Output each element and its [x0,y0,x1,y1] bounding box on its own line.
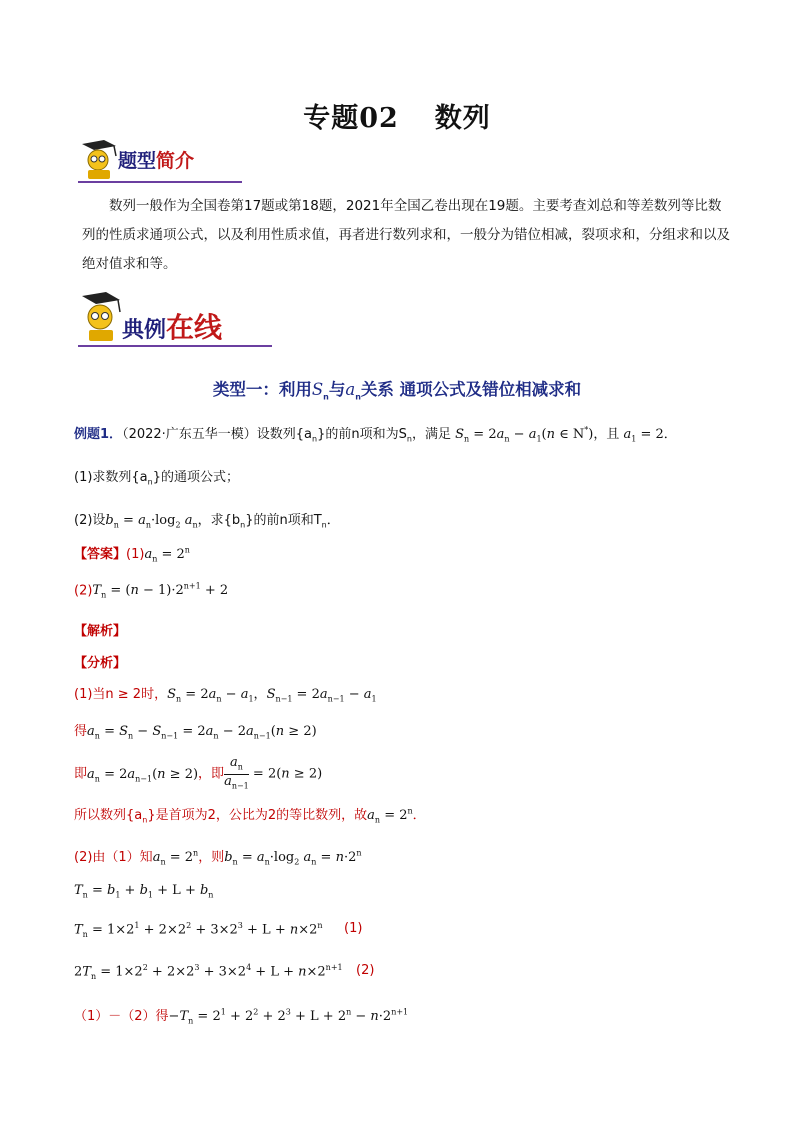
answer-line-1: 【答案】$(1)a_n = 2^n$ [74,545,190,564]
banner-example-part1: 典例 [122,317,167,343]
banner-intro-part1: 题型 [118,150,157,172]
banner-intro-label [118,146,194,173]
fenxi-label: 【分析】 [74,656,127,671]
type-heading-mid: 与 [328,380,346,399]
section-banner-example [74,292,274,348]
solution-step-1: (1)当n ≥ 2时，$S_n = 2a_n - a_1$，$S_{n-1} = 2a_{n-1} - a_1$ [74,687,377,704]
question-1: (1)求数列$\{a_n\}$的通项公式； [74,470,240,487]
section-banner-intro [74,140,244,184]
solution-step-5-text2: ，则 [198,850,225,865]
solution-step-2: 得$a_n = S_n - S_{n-1} = 2a_n - 2a_{n-1}(n \ge 2)$ [74,724,317,741]
example-stem-text1: 设数列{a [256,427,313,442]
solution-step-3-text: 即 [74,766,88,782]
banner-intro-part2: 简介 [156,150,195,172]
type-heading-s-sub: n [323,392,329,402]
question-2: (2)设$b_n = a_n\cdot\log_2$ $a_n$，求$\{b_n\}$的前n项和$T_n$． [74,513,340,530]
banner-example-part2: 在线 [166,311,223,344]
banner-example-label [122,306,222,346]
example-stem-text2: }的前n项和为S [317,427,407,442]
answer-1-prefix: (1) [126,547,145,562]
page-title [0,96,794,135]
question-1-text: (1)求数列{a [74,470,148,485]
type-heading-mid2: 关系 [360,380,394,399]
solution-step-9: （1）－（2）得$-T_n = 2^1 + 2^2 + 2^3 + L + 2^n - n\cdot 2^{n+1}$ [74,1007,409,1026]
question-2-text2: ，求{b [197,513,241,528]
solution-step-5: (2)由（1）知$a_n = 2^n$，则$b_n = a_n\cdot\log_2$ $a_n = n\cdot 2^n$ [74,848,362,867]
solution-step-5-text: (2)由（1）知 [74,850,153,865]
answer-2-prefix: (2) [74,583,93,599]
solution-step-9-text: （1）－（2）得 [74,1009,169,1024]
example-label: 例题1 [74,427,110,442]
intro-paragraph: 数列一般作为全国卷第17题或第18题，2021年全国乙卷出现在19题。主要考查刘总和等差数列等比数列的性质求通项公式，以及利用性质求值，再者进行数列求和，一般分为错位相减，裂项求和，分组求和以及绝对值求和等。 [82,198,730,272]
solution-step-3-text2: ，即 [198,766,225,782]
solution-step-4-text: 所以数列{a [74,808,143,823]
equation-tag-2: (2) [356,963,375,978]
title-subject: 数列 [434,103,491,134]
type-heading-prefix: 类型一：利用 [212,380,312,399]
type-heading-a: a [345,380,356,399]
example-source: （2022·广东五华一模） [122,427,257,442]
solution-step-6: $T_n = b_1 + b_1 + L + b_n$ [74,883,214,900]
solution-step-4-text2: }是首项为2，公比为2的等比数列，故 [147,808,368,823]
type-heading-s: S [311,380,324,399]
answer-line-2: $(2)T_n = (n - 1)\cdot 2^{n+1} + 2$ [74,582,229,600]
question-1-text2: }的通项公式； [152,470,240,485]
type-heading-suffix: 通项公式及错位相减求和 [399,380,582,399]
solution-step-2-text: 得 [74,724,88,739]
question-2-text: (2)设 [74,513,106,528]
solution-step-1-text: (1)当n ≥ 2时， [74,687,168,702]
solution-step-8: $2T_n = 1\times 2^2 + 2\times 2^3 + 3\times 2^4 + L + n\times 2^{n+1}$ [74,963,343,981]
solution-step-4: 所以数列$\{a_n\}$是首项为2，公比为2的等比数列，故$a_n = 2^n$． [74,806,426,825]
type-heading-a-sub: n [355,392,361,402]
solution-step-3: 即$a_n = 2a_{n-1}(n \ge 2)$，即 $\frac{a_n}{a_{n-1}}$ = 2(n ≥ 2) [74,755,323,791]
type-heading [0,376,794,401]
solution-step-7: $T_n = 1\times 2^1 + 2\times 2^2 + 3\times 2^3 + L + n\times 2^n$ [74,921,323,939]
question-2-text3: }的前n项和T [245,513,322,528]
example-stem: 例题1．（2022·广东五华一模）设数列$\{a_n\}$的前n项和为$S_n$，满足 $S_n = 2a_n - a_1(n$ ∈ N*)，且 $a_1 = 2$． [74,425,677,444]
answer-label: 【答案】 [74,547,127,562]
analysis-label: 【解析】 [74,624,127,639]
title-topic: 专题02 [303,103,399,134]
equation-tag-1: (1) [344,921,363,936]
